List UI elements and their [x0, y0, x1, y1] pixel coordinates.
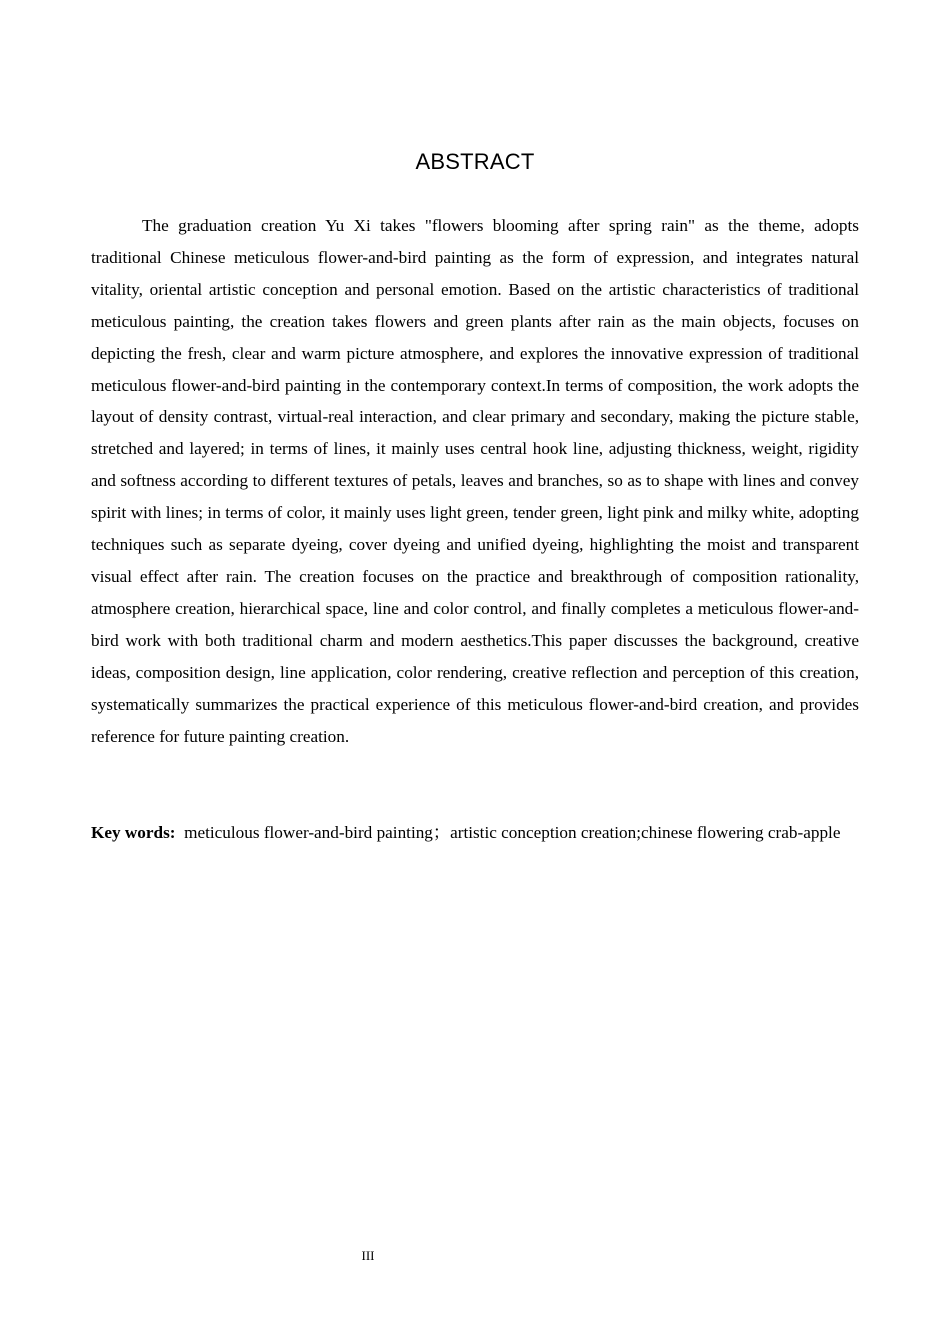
keywords-label: Key words: — [91, 823, 176, 842]
abstract-body-paragraph: The graduation creation Yu Xi takes "flowers blooming after spring rain" as the theme, adopts traditional Chinese meticulous flower-and-bird painting as the form of expression, and integrates natural vitality, oriental artistic conception and personal emotion. Based on the artistic characteristics of traditional meticulous painting, the creation takes flowers and green plants after rain as the main objects, focuses on depicting the fresh, clear and warm picture atmosphere, and explores the innovative expression of traditional meticulous flower-and-bird painting in the contemporary context.In terms of composition, the work adopts the layout of density contrast, virtual-real interaction, and clear primary and secondary, making the picture stable, stretched and layered; in terms of lines, it mainly uses central hook line, adjusting thickness, weight, rigidity and softness according to different textures of petals, leaves and branches, so as to shape with lines and convey spirit with lines; in terms of color, it mainly uses light green, tender green, light pink and milky white, adopting techniques such as separate dyeing, cover dyeing and unified dyeing, highlighting the moist and transparent visual effect after rain. The creation focuses on the practice and breakthrough of composition rationality, atmosphere creation, hierarchical space, line and color control, and finally completes a meticulous flower-and-bird work with both traditional charm and modern aesthetics.This paper discusses the background, creative ideas, composition design, line application, color rendering, creative reflection and perception of this creation, systematically summarizes the practical experience of this meticulous flower-and-bird creation, and provides reference for future painting creation. — [91, 216, 859, 746]
page-number: III — [361, 1248, 375, 1263]
abstract-title: ABSTRACT — [415, 149, 535, 174]
keywords-line — [91, 817, 859, 849]
keywords-text: meticulous flower-and-bird painting；artistic conception creation;chinese flowering crab-apple — [184, 823, 841, 842]
